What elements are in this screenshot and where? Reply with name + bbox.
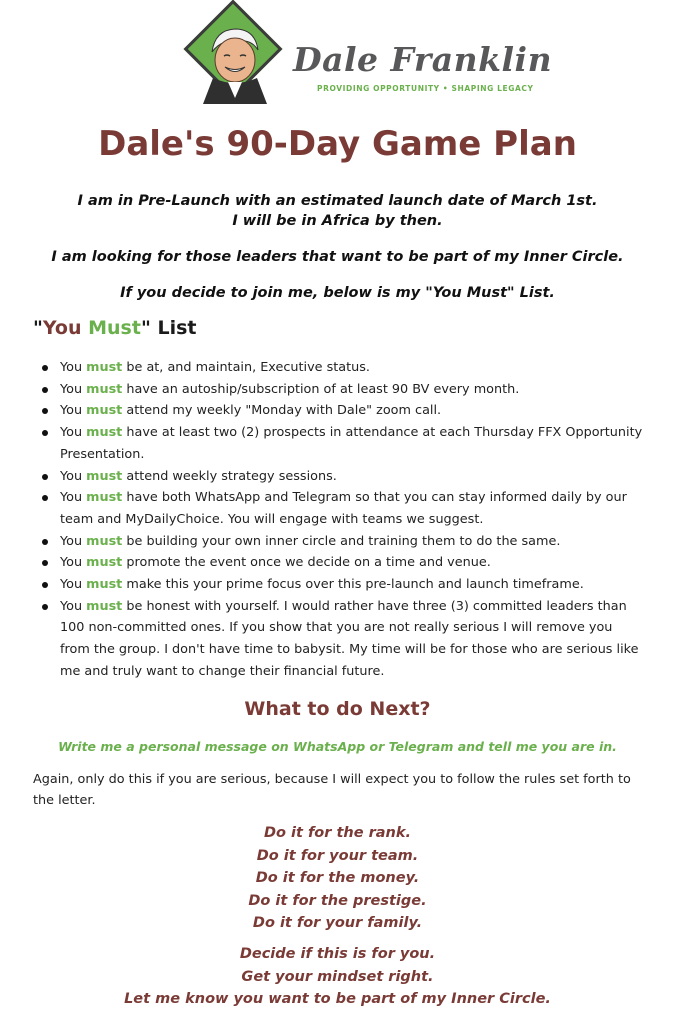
decide-line: Decide if this is for you. xyxy=(239,946,436,962)
portrait-icon xyxy=(185,12,285,116)
do-it-line: Do it for the money. xyxy=(255,870,420,886)
decide-list xyxy=(0,943,675,1011)
you-must-list-heading xyxy=(33,317,197,339)
do-it-line: Do it for your team. xyxy=(256,847,419,864)
list-item: You must promote the event once we decide on a time and venue. xyxy=(38,552,643,574)
must-word: must xyxy=(86,555,123,571)
must-word: must xyxy=(86,468,123,484)
heading-you: You xyxy=(42,317,82,339)
list-item: You must have an autoship/subscription of at least 90 BV every month. xyxy=(38,379,643,401)
you-must-list xyxy=(38,357,643,683)
must-word: must xyxy=(86,360,123,375)
list-item: You must be building your own inner circle and training them to do the same. xyxy=(38,531,643,553)
do-it-line: Do it for the rank. xyxy=(263,825,411,841)
must-word: must xyxy=(86,533,123,549)
heading-quote-open: " xyxy=(33,317,43,339)
intro-line-4: If you decide to join me, below is my "You Must" List. xyxy=(120,285,555,301)
list-item: You must be honest with yourself. I would rather have three (3) committed leaders than 100 non-committed ones. If you show that you are not really serious I will remove you from the group. I don't have time to babysit. My time will be for those who are serious like me and truly want to change their financial future. xyxy=(38,596,643,683)
page-title: Dale's 90-Day Game Plan xyxy=(98,124,577,164)
logo-name: Dale Franklin xyxy=(293,40,553,79)
list-item: You must attend weekly strategy sessions. xyxy=(38,466,643,488)
do-it-list xyxy=(0,822,675,935)
heading-list: List xyxy=(150,317,197,339)
list-item: You must have at least two (2) prospects in attendance at each Thursday FFX Opportunity Presentation. xyxy=(38,422,643,465)
what-to-do-next-heading: What to do Next? xyxy=(244,698,431,720)
list-item: You must have both WhatsApp and Telegram so that you can stay informed daily by our team and MyDailyChoice. You will engage with teams we suggest. xyxy=(38,487,643,530)
logo-tagline: PROVIDING OPPORTUNITY • SHAPING LEGACY xyxy=(317,84,534,93)
list-item: You must attend my weekly "Monday with Dale" zoom call. xyxy=(38,400,643,422)
logo xyxy=(185,12,553,117)
must-word: must xyxy=(86,381,123,397)
do-it-line: Do it for your family. xyxy=(252,915,423,931)
serious-note: Again, only do this if you are serious, because I will expect you to follow the rules set forth to the letter. xyxy=(33,772,631,808)
intro-line-2: I will be in Africa by then. xyxy=(232,213,443,229)
do-it-line: Do it for the prestige. xyxy=(248,892,427,909)
write-me-instruction: Write me a personal message on WhatsApp or Telegram and tell me you are in. xyxy=(58,739,617,754)
must-word: must xyxy=(86,403,123,419)
list-item: You must make this your prime focus over this pre-launch and launch timeframe. xyxy=(38,574,643,596)
must-word: must xyxy=(86,598,123,614)
must-word: must xyxy=(86,425,123,441)
decide-line: Let me know you want to be part of my Inner Circle. xyxy=(124,991,551,1007)
list-item: You must be at, and maintain, Executive status. xyxy=(38,357,643,379)
heading-quote-close: " xyxy=(140,317,151,339)
must-word: must xyxy=(86,577,123,593)
decide-line: Get your mindset right. xyxy=(241,968,434,985)
must-word: must xyxy=(86,490,123,506)
heading-must: Must xyxy=(88,317,141,339)
intro-line-3: I am looking for those leaders that want to be part of my Inner Circle. xyxy=(51,249,624,265)
intro-line-1: I am in Pre-Launch with an estimated launch date of March 1st. xyxy=(77,193,598,209)
